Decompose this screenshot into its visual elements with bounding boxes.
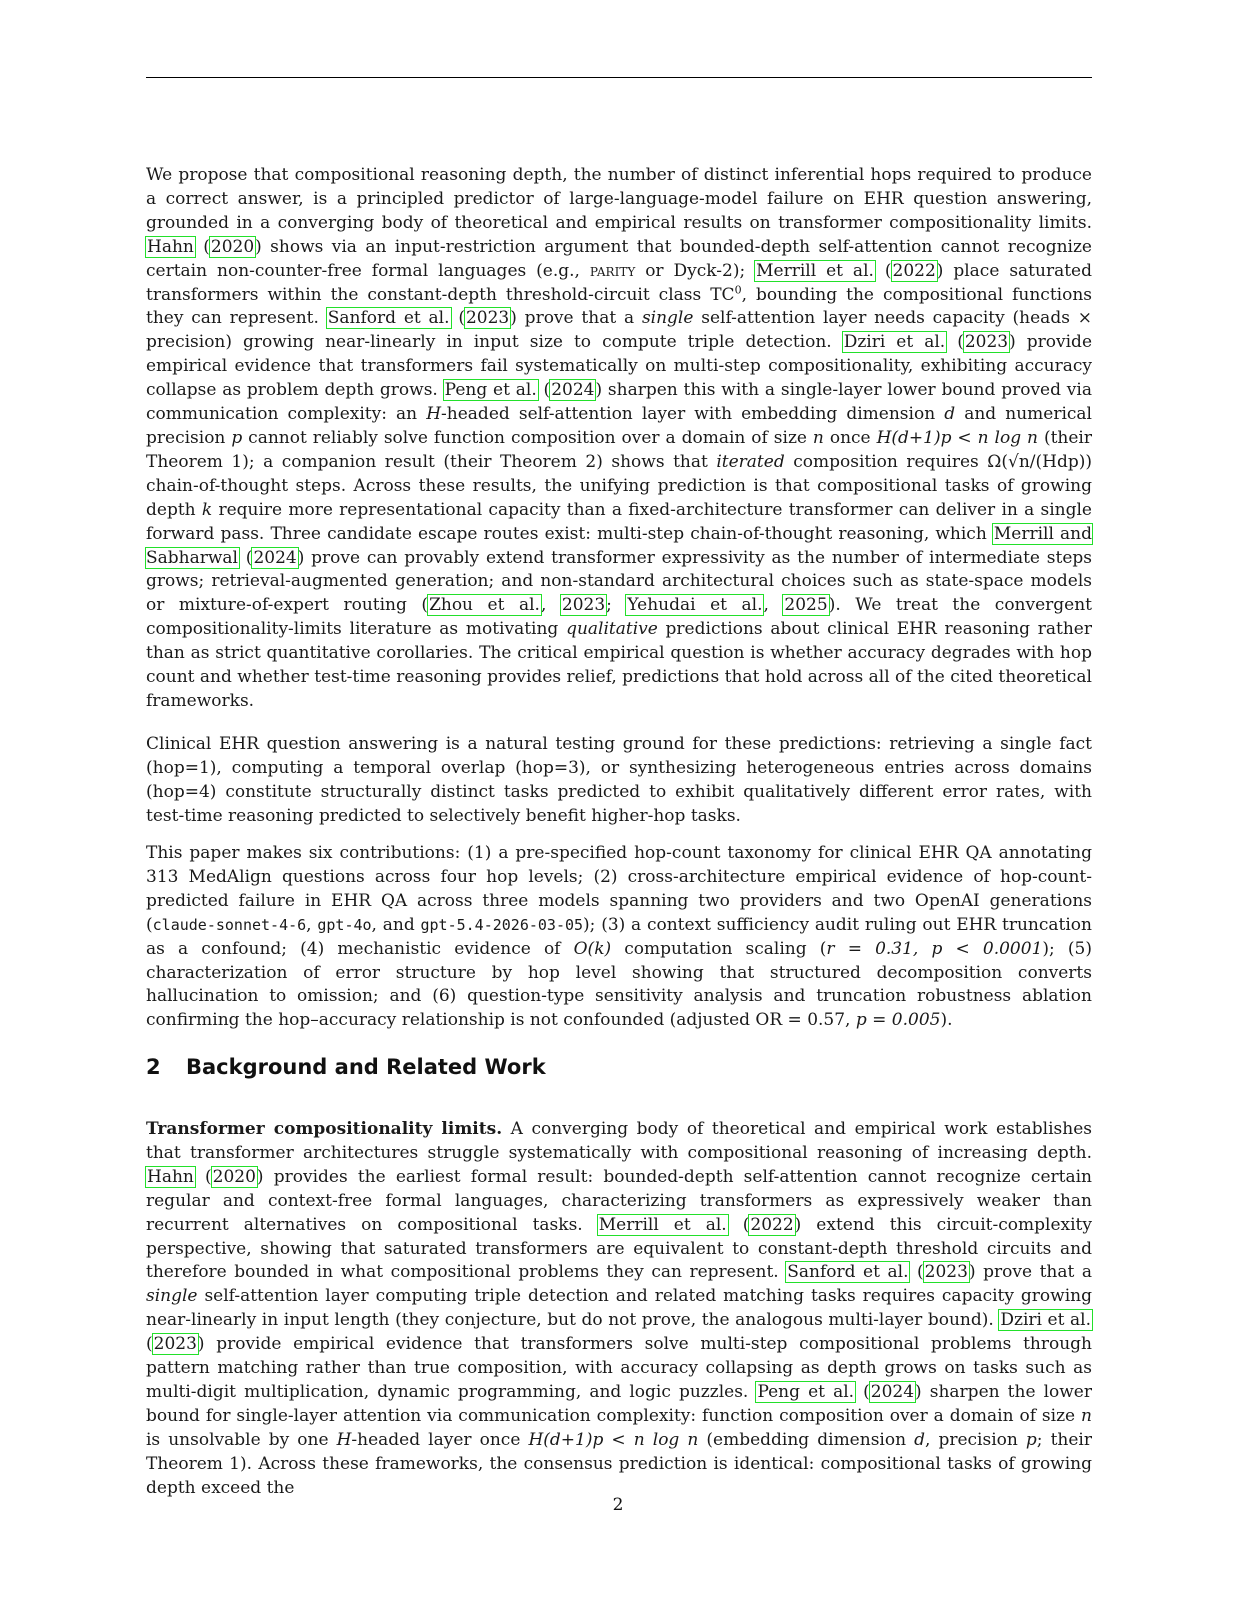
- model-name: gpt-4o: [317, 915, 372, 934]
- text-run: ) place saturated transformers within the constant-depth threshold-circuit class TC: [146, 260, 1092, 305]
- math-var: k: [201, 499, 213, 520]
- citation-link[interactable]: Peng et al.: [757, 1381, 855, 1402]
- citation-year-link[interactable]: 2023: [561, 595, 606, 616]
- italic-term: single: [641, 308, 694, 329]
- header-rule: [146, 77, 1092, 78]
- text-run: , precision: [925, 1429, 1026, 1450]
- text-run: ; their Theorem 1). Across these frameworks, the consensus prediction is identical: compositional tasks of growing depth exceed the: [146, 1429, 1092, 1498]
- citation-link[interactable]: Merrill et al.: [598, 1214, 727, 1235]
- text-run: (: [450, 308, 465, 329]
- text-run: ) provides the earliest formal result: bounded-depth self-attention cannot recognize certain regular and context-free formal languages, characterizing transformers as expressively weaker than recurrent alternatives on compositional tasks.: [146, 1166, 1092, 1235]
- contributions-paragraph: [146, 842, 1092, 1033]
- text-run: ) prove that a: [510, 308, 642, 329]
- text-run: (their Theorem 1); a companion result (their Theorem 2) shows that: [146, 427, 1092, 472]
- section-heading: [146, 1055, 546, 1079]
- citation-year-link[interactable]: 2023: [465, 308, 510, 329]
- text-run: cannot reliably solve function composition over a domain of size: [242, 427, 813, 448]
- intro-paragraph-1: [146, 164, 1092, 714]
- text-run: require more representational capacity than a fixed-architecture transformer can deliver in a single forward pass. Three candidate escape routes exist: multi-step chain-of-thought reasoning, which: [146, 499, 1092, 544]
- citation-link[interactable]: Peng et al.: [444, 380, 537, 401]
- citation-year-link[interactable]: 2024: [253, 547, 297, 568]
- citation-link[interactable]: Merrill and Sabharwal: [146, 523, 1093, 568]
- math-expression: H(d+1)p < n log n: [528, 1429, 699, 1450]
- text-run: ,: [763, 595, 784, 616]
- text-run: self-attention layer computing triple detection and related matching tasks requires capacity growing near-linearly in input length (they conjecture, but do not prove, the analogous multi-layer bound).: [146, 1286, 1092, 1331]
- text-run: (: [194, 236, 210, 257]
- superscript: 0: [734, 282, 742, 296]
- text-run: ;: [606, 595, 627, 616]
- italic-term: iterated: [716, 451, 785, 472]
- math-expression: H(d+1)p < n log n: [876, 427, 1038, 448]
- text-run: predictions about clinical EHR reasoning rather than as strict quantitative corollaries. The critical empirical question is whether accuracy degrades with hop count and whether test-time reasoning provides relief, predictions that hold across all of the cited theoretical frameworks.: [146, 619, 1092, 711]
- italic-term: qualitative: [566, 619, 658, 640]
- paragraph-run-in-heading: Transformer compositionality limits.: [146, 1119, 503, 1139]
- text-run: A converging body of theoretical and empirical work establishes that transformer architectures struggle systematically with compositional reasoning of increasing depth.: [146, 1119, 1092, 1163]
- related-work-paragraph: [146, 1118, 1092, 1501]
- text-run: computation scaling (: [611, 938, 827, 959]
- text-run: ) extend this circuit-complexity perspective, showing that saturated transformers are equivalent to constant-depth threshold circuits and therefore bounded in what compositional problems they can represent.: [146, 1214, 1092, 1283]
- math-var: p: [1025, 1429, 1037, 1450]
- text-run: composition requires: [784, 451, 988, 472]
- text-run: ); (3) a context sufficiency audit ruling out EHR truncation as a confound; (4) mechanistic evidence of: [146, 914, 1092, 959]
- math-var: H: [336, 1429, 352, 1450]
- text-run: ); (5) characterization of error structure by hop level showing that structured decomposition converts hallucination to omission; and (6) question-type sensitivity analysis and truncation robustness ablation confirming the hop–accuracy relationship is not confounded (adjusted OR = 0.57,: [146, 938, 1092, 1031]
- math-var: d: [944, 404, 956, 425]
- text-run: This paper makes six contributions: (1) a pre-specified hop-count taxonomy for clinical EHR QA annotating 313 MedAlign questions across four hop levels; (2) cross-architecture empirical evidence of hop-count-predicted failure in EHR QA across three models spanning two providers and two OpenAI generations (: [146, 843, 1092, 935]
- text-run: ,: [540, 595, 561, 616]
- text-run: , and: [371, 914, 421, 935]
- citation-year-link[interactable]: 2024: [551, 380, 595, 401]
- italic-term: single: [146, 1286, 198, 1307]
- math-expression: r = 0.31, p < 0.0001: [826, 938, 1043, 959]
- text-run: (: [239, 547, 253, 568]
- text-run: is unsolvable by one: [146, 1429, 337, 1450]
- text-run: ). We treat the convergent compositionality-limits literature as motivating: [146, 595, 1093, 640]
- text-run: ) prove that a: [968, 1262, 1092, 1283]
- citation-link[interactable]: Hahn: [147, 1166, 194, 1187]
- text-run: -headed layer once: [351, 1429, 529, 1450]
- citation-link[interactable]: Hahn: [147, 236, 194, 257]
- small-caps-term: parity: [589, 260, 636, 281]
- citation-link[interactable]: Yehudai et al.: [627, 595, 763, 616]
- section-title: Background and Related Work: [186, 1055, 546, 1079]
- citation-year-link[interactable]: 2023: [964, 332, 1009, 353]
- text-run: Clinical EHR question answering is a natural testing ground for these predictions: retrieving a single fact (hop=1), computing a temporal overlap (hop=3), or synthesizing heterogeneous entries across domains (hop=4) constitute structurally distinct tasks predicted to exhibit qualitatively different error rates, with test-time reasoning predicted to selectively benefit higher-hop tasks.: [146, 734, 1092, 826]
- text-run: (: [146, 1334, 153, 1355]
- math-var: n: [1081, 1405, 1092, 1426]
- citation-year-link[interactable]: 2020: [212, 1166, 256, 1187]
- citation-link[interactable]: Dziri et al.: [843, 332, 946, 353]
- math-var: p: [231, 427, 243, 448]
- math-var: n: [812, 427, 824, 448]
- text-run: (embedding dimension: [698, 1429, 915, 1450]
- text-run: ) prove can provably extend transformer expressivity as the number of intermediate steps grows; retrieval-augmented generation; and non-standard architectural choices such as state-space models or mixture-of-expert routing (: [146, 547, 1092, 616]
- text-run: ,: [306, 914, 318, 935]
- text-run: (: [194, 1166, 212, 1187]
- citation-link[interactable]: Sanford et al.: [787, 1262, 909, 1283]
- citation-year-link[interactable]: 2022: [892, 260, 936, 281]
- section-number: 2: [146, 1055, 161, 1079]
- text-run: (: [909, 1262, 924, 1283]
- math-expression: O(k): [573, 938, 612, 959]
- text-run: (: [946, 332, 964, 353]
- citation-link[interactable]: Zhou et al.: [429, 595, 540, 616]
- model-name: gpt-5.4-2026-03-05: [420, 915, 584, 934]
- text-run: (: [537, 380, 551, 401]
- page-number: 2: [612, 1495, 624, 1515]
- text-run: once: [823, 427, 877, 448]
- text-run: ) provide empirical evidence that transformers fail systematically on multi-step compositionality, exhibiting accuracy collapse as problem depth grows.: [146, 332, 1093, 401]
- text-run: ) shows via an input-restriction argument that bounded-depth self-attention cannot recognize certain non-counter-free formal languages (e.g.,: [146, 236, 1092, 281]
- text-run: ).: [940, 1010, 953, 1031]
- model-name: claude-sonnet-4-6: [152, 915, 307, 934]
- intro-paragraph-2: [146, 733, 1092, 829]
- citation-year-link[interactable]: 2023: [924, 1262, 968, 1283]
- text-run: (: [874, 260, 892, 281]
- citation-year-link[interactable]: 2023: [153, 1334, 197, 1355]
- math-var: d: [914, 1429, 925, 1450]
- text-run: , bounding the compositional functions they can represent.: [146, 284, 1092, 329]
- text-run: (: [855, 1381, 870, 1402]
- math-var: H: [426, 404, 442, 425]
- citation-year-link[interactable]: 2025: [784, 595, 828, 616]
- citation-link[interactable]: Merrill et al.: [756, 260, 874, 281]
- citation-year-link[interactable]: 2024: [870, 1381, 915, 1402]
- citation-year-link[interactable]: 2022: [750, 1214, 794, 1235]
- text-run: We propose that compositional reasoning depth, the number of distinct inferential hops required to produce a correct answer, is a principled predictor of large-language-model failure on EHR question answering, grounded in a converging body of theoretical and empirical results on transformer compositionality limits.: [146, 165, 1092, 233]
- text-run: and numerical precision: [146, 404, 1092, 448]
- text-run: or Dyck-2);: [635, 260, 756, 281]
- text-run: chain-of-thought steps. Across these results, the unifying prediction is that compositional tasks of growing depth: [146, 475, 1092, 520]
- text-run: self-attention layer needs capacity (heads × precision) growing near-linearly in input size to compute triple detection.: [146, 308, 1092, 353]
- citation-link[interactable]: Sanford et al.: [327, 308, 450, 329]
- text-run: ) sharpen this with a single-layer lower bound proved via communication complexity: an: [146, 380, 1092, 425]
- citation-link[interactable]: Dziri et al.: [1000, 1310, 1091, 1331]
- math-expression: p = 0.005: [855, 1010, 941, 1031]
- math-expression: Ω(√n/(Hdp)): [987, 451, 1092, 472]
- text-run: ) provide empirical evidence that transformers solve multi-step compositional problems through pattern matching rather than true composition, with accuracy collapsing as depth grows on tasks such as multi-digit multiplication, dynamic programming, and logic puzzles.: [146, 1334, 1092, 1402]
- text-run: -headed self-attention layer with embedding dimension: [441, 404, 945, 425]
- text-run: (: [727, 1214, 750, 1235]
- citation-year-link[interactable]: 2020: [210, 236, 255, 257]
- text-run: ) sharpen the lower bound for single-layer attention via communication complexity: function composition over a domain of size: [146, 1381, 1092, 1426]
